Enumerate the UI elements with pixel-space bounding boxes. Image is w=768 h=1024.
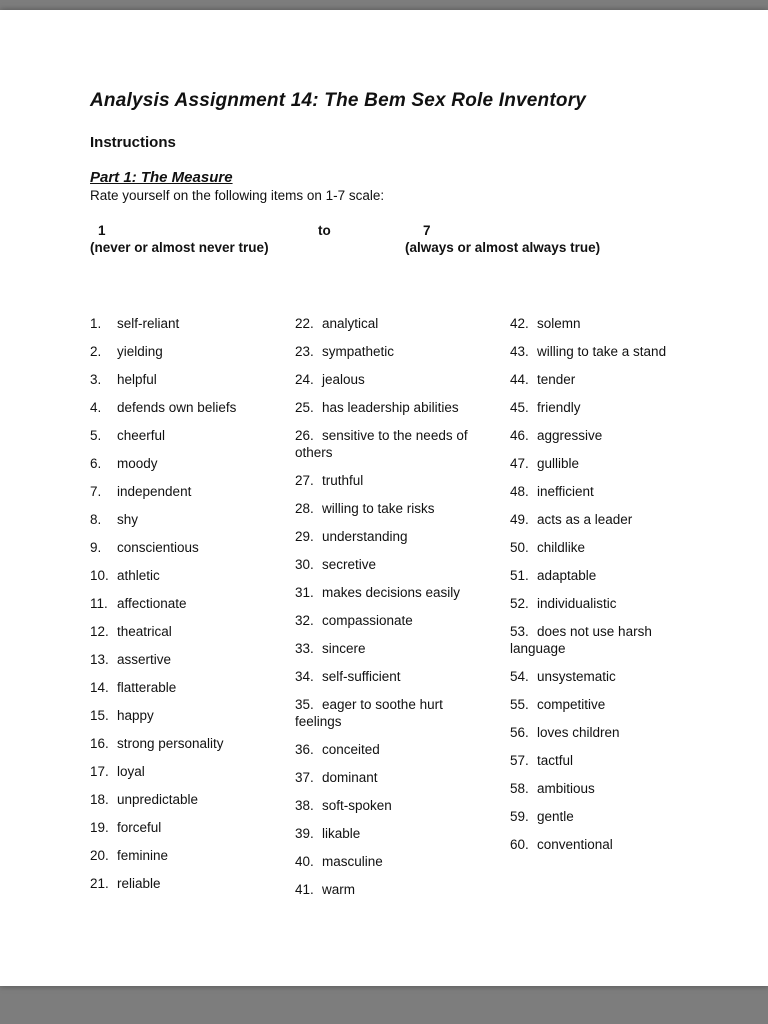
list-item — [295, 640, 485, 657]
list-item — [90, 343, 295, 360]
item-text: sympathetic — [322, 344, 395, 359]
list-item — [295, 500, 485, 517]
item-text: makes decisions easily — [322, 585, 461, 600]
item-number: 18. — [90, 792, 109, 807]
list-item — [510, 567, 690, 584]
list-item — [90, 455, 295, 472]
list-item — [90, 791, 295, 808]
item-text: happy — [117, 708, 154, 723]
list-item — [90, 819, 295, 836]
item-text: unsystematic — [537, 669, 616, 684]
item-number: 45. — [510, 400, 529, 415]
item-text: forceful — [117, 820, 162, 835]
item-number: 2. — [90, 344, 102, 359]
item-number: 34. — [295, 669, 314, 684]
item-number: 49. — [510, 512, 529, 527]
list-item — [295, 668, 485, 685]
item-text: conscientious — [117, 540, 199, 555]
item-number: 4. — [90, 400, 102, 415]
scale-low-label: (never or almost never true) — [90, 240, 269, 255]
list-item — [90, 847, 295, 864]
list-item — [90, 315, 295, 332]
item-number: 13. — [90, 652, 109, 667]
list-item — [510, 724, 690, 741]
item-number: 16. — [90, 736, 109, 751]
list-item — [510, 780, 690, 797]
item-text: secretive — [322, 557, 377, 572]
item-number: 26. — [295, 428, 314, 443]
item-number: 58. — [510, 781, 529, 796]
item-number: 50. — [510, 540, 529, 555]
item-number: 19. — [90, 820, 109, 835]
item-number: 24. — [295, 372, 314, 387]
item-text: tactful — [537, 753, 574, 768]
item-text: self-reliant — [117, 316, 180, 331]
item-text: analytical — [322, 316, 379, 331]
item-text: sincere — [322, 641, 366, 656]
list-item — [510, 623, 690, 657]
list-item — [295, 472, 485, 489]
items-column-2 — [295, 315, 485, 909]
list-item — [295, 315, 485, 332]
list-item — [90, 651, 295, 668]
page-title: Analysis Assignment 14: The Bem Sex Role Inventory — [90, 90, 587, 111]
list-item — [510, 343, 690, 360]
item-text: loyal — [117, 764, 145, 779]
list-item — [510, 752, 690, 769]
list-item — [295, 825, 485, 842]
item-text: conceited — [322, 742, 380, 757]
list-item — [90, 735, 295, 752]
list-item — [90, 511, 295, 528]
list-item — [510, 511, 690, 528]
item-text: loves children — [537, 725, 620, 740]
item-number: 1. — [90, 316, 102, 331]
items-column-1 — [90, 315, 295, 903]
item-number: 53. — [510, 624, 529, 639]
list-item — [295, 399, 485, 416]
list-item — [90, 427, 295, 444]
scale-to-label: to — [318, 223, 331, 238]
list-item — [295, 853, 485, 870]
list-item — [510, 455, 690, 472]
item-text: ambitious — [537, 781, 595, 796]
item-number: 8. — [90, 512, 102, 527]
page-content — [0, 10, 768, 909]
item-number: 20. — [90, 848, 109, 863]
item-text: gullible — [537, 456, 580, 471]
item-number: 35. — [295, 697, 314, 712]
item-number: 10. — [90, 568, 109, 583]
list-item — [90, 399, 295, 416]
item-number: 5. — [90, 428, 102, 443]
item-text: cheerful — [117, 428, 166, 443]
list-item — [510, 668, 690, 685]
item-number: 46. — [510, 428, 529, 443]
list-item — [510, 427, 690, 444]
item-text: has leadership abilities — [322, 400, 459, 415]
item-number: 21. — [90, 876, 109, 891]
item-number: 9. — [90, 540, 102, 555]
scale-high-value: 7 — [423, 223, 431, 238]
item-text: feminine — [117, 848, 169, 863]
item-text: conventional — [537, 837, 613, 852]
item-text: flatterable — [117, 680, 177, 695]
item-text: independent — [117, 484, 192, 499]
item-number: 43. — [510, 344, 529, 359]
item-text: willing to take risks — [322, 501, 435, 516]
item-text: warm — [322, 882, 355, 897]
list-item — [90, 875, 295, 892]
item-number: 25. — [295, 400, 314, 415]
list-item — [510, 696, 690, 713]
list-item — [90, 483, 295, 500]
list-item — [295, 797, 485, 814]
item-number: 27. — [295, 473, 314, 488]
list-item — [90, 595, 295, 612]
item-number: 33. — [295, 641, 314, 656]
item-text: defends own beliefs — [117, 400, 237, 415]
item-number: 48. — [510, 484, 529, 499]
item-number: 32. — [295, 613, 314, 628]
item-number: 40. — [295, 854, 314, 869]
list-item — [510, 399, 690, 416]
item-text: self-sufficient — [322, 669, 401, 684]
list-item — [295, 769, 485, 786]
list-item — [510, 539, 690, 556]
list-item — [90, 707, 295, 724]
item-number: 60. — [510, 837, 529, 852]
list-item — [295, 427, 485, 461]
item-text: soft-spoken — [322, 798, 392, 813]
item-text: compassionate — [322, 613, 413, 628]
list-item — [510, 315, 690, 332]
item-number: 3. — [90, 372, 102, 387]
item-text: childlike — [537, 540, 586, 555]
item-text: likable — [322, 826, 361, 841]
item-number: 7. — [90, 484, 102, 499]
list-item — [90, 539, 295, 556]
item-text: willing to take a stand — [537, 344, 667, 359]
item-number: 59. — [510, 809, 529, 824]
list-item — [295, 343, 485, 360]
part1-intro: Rate yourself on the following items on 1-7 scale: — [90, 188, 385, 203]
item-text: yielding — [117, 344, 163, 359]
item-number: 57. — [510, 753, 529, 768]
item-text: eager to soothe hurt feelings — [295, 697, 443, 729]
item-text: competitive — [537, 697, 606, 712]
list-item — [295, 528, 485, 545]
item-number: 22. — [295, 316, 314, 331]
item-number: 15. — [90, 708, 109, 723]
item-text: shy — [117, 512, 139, 527]
scale-low-value: 1 — [98, 223, 106, 238]
item-number: 31. — [295, 585, 314, 600]
list-item — [295, 881, 485, 898]
item-number: 12. — [90, 624, 109, 639]
item-text: strong personality — [117, 736, 224, 751]
item-text: helpful — [117, 372, 157, 387]
list-item — [90, 371, 295, 388]
list-item — [90, 763, 295, 780]
list-item — [295, 612, 485, 629]
item-number: 47. — [510, 456, 529, 471]
item-text: does not use harsh language — [510, 624, 652, 656]
item-number: 30. — [295, 557, 314, 572]
list-item — [295, 584, 485, 601]
item-text: unpredictable — [117, 792, 199, 807]
item-text: individualistic — [537, 596, 617, 611]
item-number: 14. — [90, 680, 109, 695]
item-text: acts as a leader — [537, 512, 633, 527]
item-number: 56. — [510, 725, 529, 740]
list-item — [90, 679, 295, 696]
item-number: 41. — [295, 882, 314, 897]
item-text: masculine — [322, 854, 383, 869]
item-text: gentle — [537, 809, 574, 824]
instructions-heading: Instructions — [90, 134, 176, 151]
scale-high-label: (always or almost always true) — [405, 240, 601, 255]
list-item — [295, 741, 485, 758]
item-number: 39. — [295, 826, 314, 841]
item-text: dominant — [322, 770, 378, 785]
item-text: theatrical — [117, 624, 172, 639]
items-column-3 — [510, 315, 690, 864]
item-number: 37. — [295, 770, 314, 785]
list-item — [510, 808, 690, 825]
list-item — [295, 556, 485, 573]
item-number: 28. — [295, 501, 314, 516]
item-text: tender — [537, 372, 576, 387]
item-text: reliable — [117, 876, 161, 891]
item-number: 44. — [510, 372, 529, 387]
list-item — [510, 371, 690, 388]
item-number: 36. — [295, 742, 314, 757]
item-text: friendly — [537, 400, 581, 415]
item-text: inefficient — [537, 484, 594, 499]
list-item — [90, 623, 295, 640]
item-text: understanding — [322, 529, 408, 544]
item-number: 38. — [295, 798, 314, 813]
list-item — [295, 696, 485, 730]
item-text: adaptable — [537, 568, 597, 583]
rating-scale — [90, 223, 732, 269]
item-number: 23. — [295, 344, 314, 359]
item-text: moody — [117, 456, 158, 471]
part1-heading: Part 1: The Measure — [90, 169, 233, 186]
list-item — [90, 567, 295, 584]
item-text: solemn — [537, 316, 581, 331]
document-page — [0, 10, 768, 986]
list-item — [510, 836, 690, 853]
item-number: 29. — [295, 529, 314, 544]
item-number: 11. — [90, 596, 108, 611]
item-text: athletic — [117, 568, 160, 583]
item-text: jealous — [322, 372, 365, 387]
item-number: 54. — [510, 669, 529, 684]
list-item — [295, 371, 485, 388]
list-item — [510, 483, 690, 500]
item-text: truthful — [322, 473, 364, 488]
item-number: 42. — [510, 316, 529, 331]
item-text: aggressive — [537, 428, 603, 443]
inventory-items — [90, 315, 732, 909]
item-text: sensitive to the needs of others — [295, 428, 468, 460]
list-item — [510, 595, 690, 612]
item-text: affectionate — [117, 596, 187, 611]
item-number: 52. — [510, 596, 529, 611]
item-number: 51. — [510, 568, 529, 583]
item-text: assertive — [117, 652, 172, 667]
item-number: 6. — [90, 456, 102, 471]
item-number: 17. — [90, 764, 109, 779]
item-number: 55. — [510, 697, 529, 712]
